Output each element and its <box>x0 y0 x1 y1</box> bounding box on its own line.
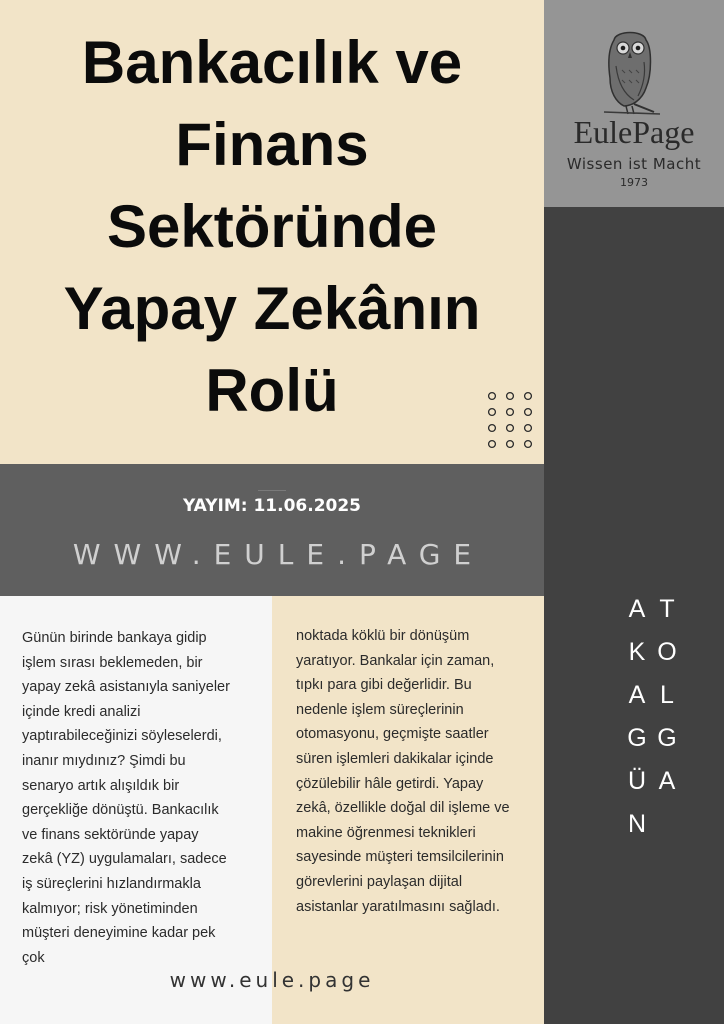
title-panel <box>0 0 544 464</box>
brand-year: 1973 <box>620 176 648 189</box>
logo-block <box>544 0 724 207</box>
footer-url[interactable]: www.eule.page <box>169 968 375 992</box>
cover-title: Bankacılık ve Finans Sektöründe Yapay Zekânın Rolü <box>63 29 481 424</box>
brand-name: EulePage <box>573 114 695 150</box>
divider <box>258 490 286 491</box>
website-banner[interactable]: WWW.EULE.PAGE <box>72 538 485 571</box>
body-paragraph-right: noktada köklü bir dönüşüm yaratıyor. Bankalar için zaman, tıpkı para gibi değerlidir. Bu nedenle işlem süreçlerinin otomasyonu, geçmişte saatler süren işlemleri dakikalar içinde çözülebilir hâle getirdi. Yapay zekâ, özellikle doğal dil işleme ve makine öğrenmesi teknikleri sayesinde müşteri temsilcilerinin görevlerini paylaşan dijital asistanlar yaratılmasını sağladı. <box>296 628 510 915</box>
author-name: TOLGA AKAGÜN <box>623 595 681 853</box>
brand-tagline: Wissen ist Macht <box>566 155 702 173</box>
dot-grid-decoration <box>486 390 534 454</box>
publish-date: YAYIM: 11.06.2025 <box>182 496 362 516</box>
owl-icon <box>594 22 666 118</box>
body-paragraph-left: Günün birinde bankaya gidip işlem sırası beklemeden, bir yapay zekâ asistanıyla saniyeler içinde kredi analizi yaptırabileceğinizi söyleselerdi, inanır mıydınız? Şimdi bu senaryo artık alışıldık bir gerçekliğe dönüştü. Bankacılık ve finans sektöründe yapay zekâ (YZ) uygulamaları, sadece iş süreçlerini hızlandırmakla kalmıyor; risk yönetiminden müşteri deneyimine kadar pek çok <box>22 630 230 966</box>
info-band <box>0 464 544 596</box>
